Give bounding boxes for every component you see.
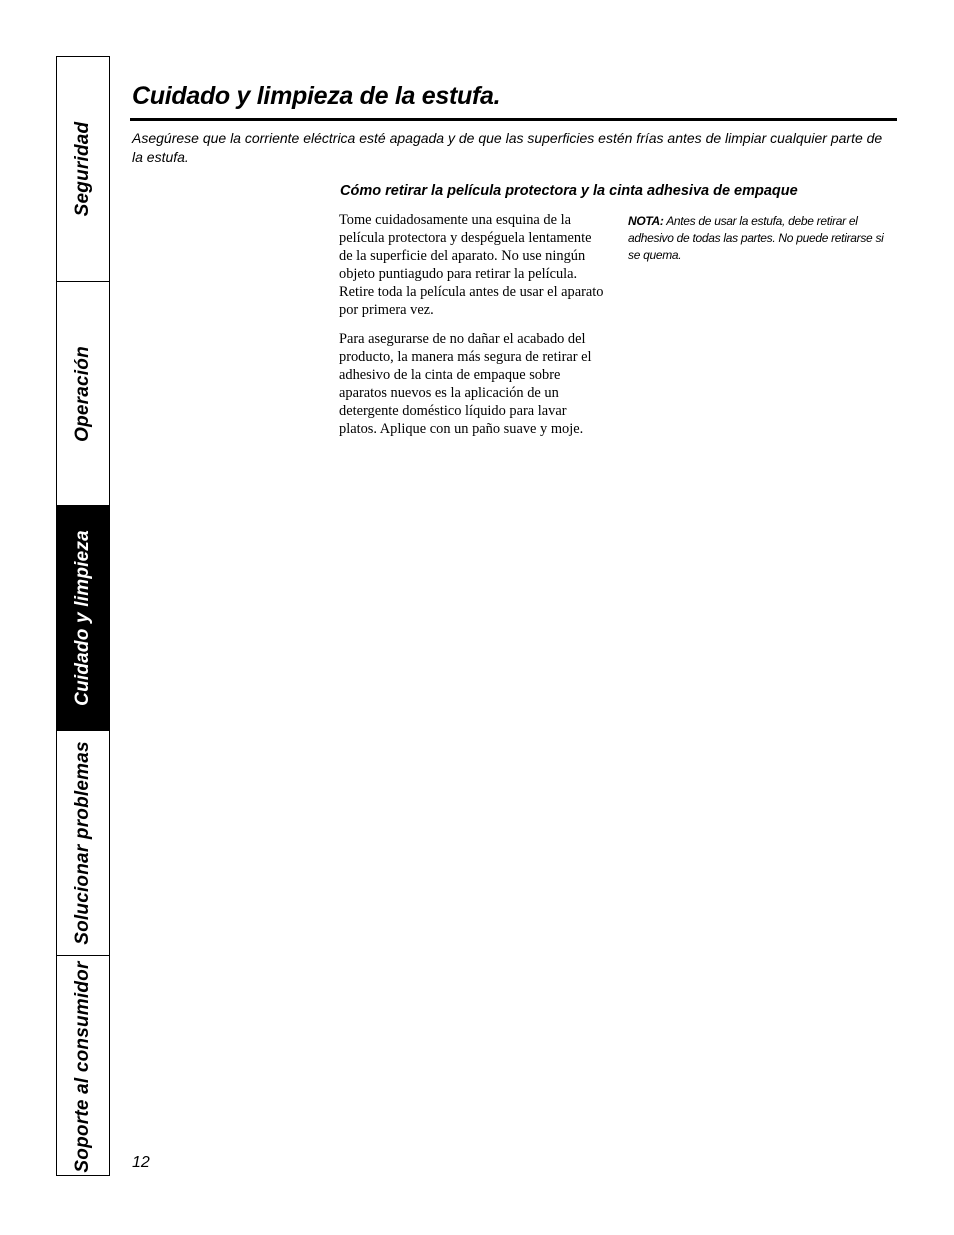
tab-label: Operación	[72, 345, 93, 442]
note	[628, 213, 896, 264]
note-text: Antes de usar la estufa, debe retirar el adhesivo de todas las partes. No puede retirarse si se quema.	[628, 214, 884, 262]
tab-label: Seguridad	[72, 121, 93, 217]
page-title: Cuidado y limpieza de la estufa.	[132, 82, 501, 110]
section-heading: Cómo retirar la película protectora y la cinta adhesiva de empaque	[340, 183, 798, 199]
body-column	[339, 211, 607, 449]
title-divider	[130, 118, 897, 121]
note-label: NOTA:	[628, 214, 664, 228]
tab-label: Cuidado y limpieza	[72, 530, 93, 706]
intro-warning: Asegúrese que la corriente eléctrica esté apagada y de que las superficies estén frías antes de limpiar cualquier parte de la estufa.	[132, 130, 883, 165]
tab-label: Solucionar problemas	[72, 741, 93, 945]
tab-label: Soporte al consumidor	[72, 960, 93, 1173]
paragraph: Para asegurarse de no dañar el acabado del producto, la manera más segura de retirar el adhesivo de la cinta de empaque sobre aparatos nuevos es la aplicación de un detergente doméstico líquido para lavar platos. Aplique con un paño suave y moje.	[339, 331, 592, 437]
tab-operacion[interactable]	[57, 282, 109, 506]
tab-solucionar-problemas[interactable]	[57, 731, 109, 956]
tab-soporte-al-consumidor[interactable]	[57, 956, 109, 1177]
paragraph: Tome cuidadosamente una esquina de la película protectora y despéguela lentamente de la superficie del aparato. No use ningún objeto puntiagudo para retirar la película. Retire toda la película antes de usar el aparato por primera vez.	[339, 212, 604, 318]
tab-seguridad[interactable]	[57, 57, 109, 282]
tab-cuidado-y-limpieza[interactable]	[57, 506, 109, 731]
page-number: 12	[132, 1154, 150, 1171]
section-tabs	[56, 56, 110, 1176]
